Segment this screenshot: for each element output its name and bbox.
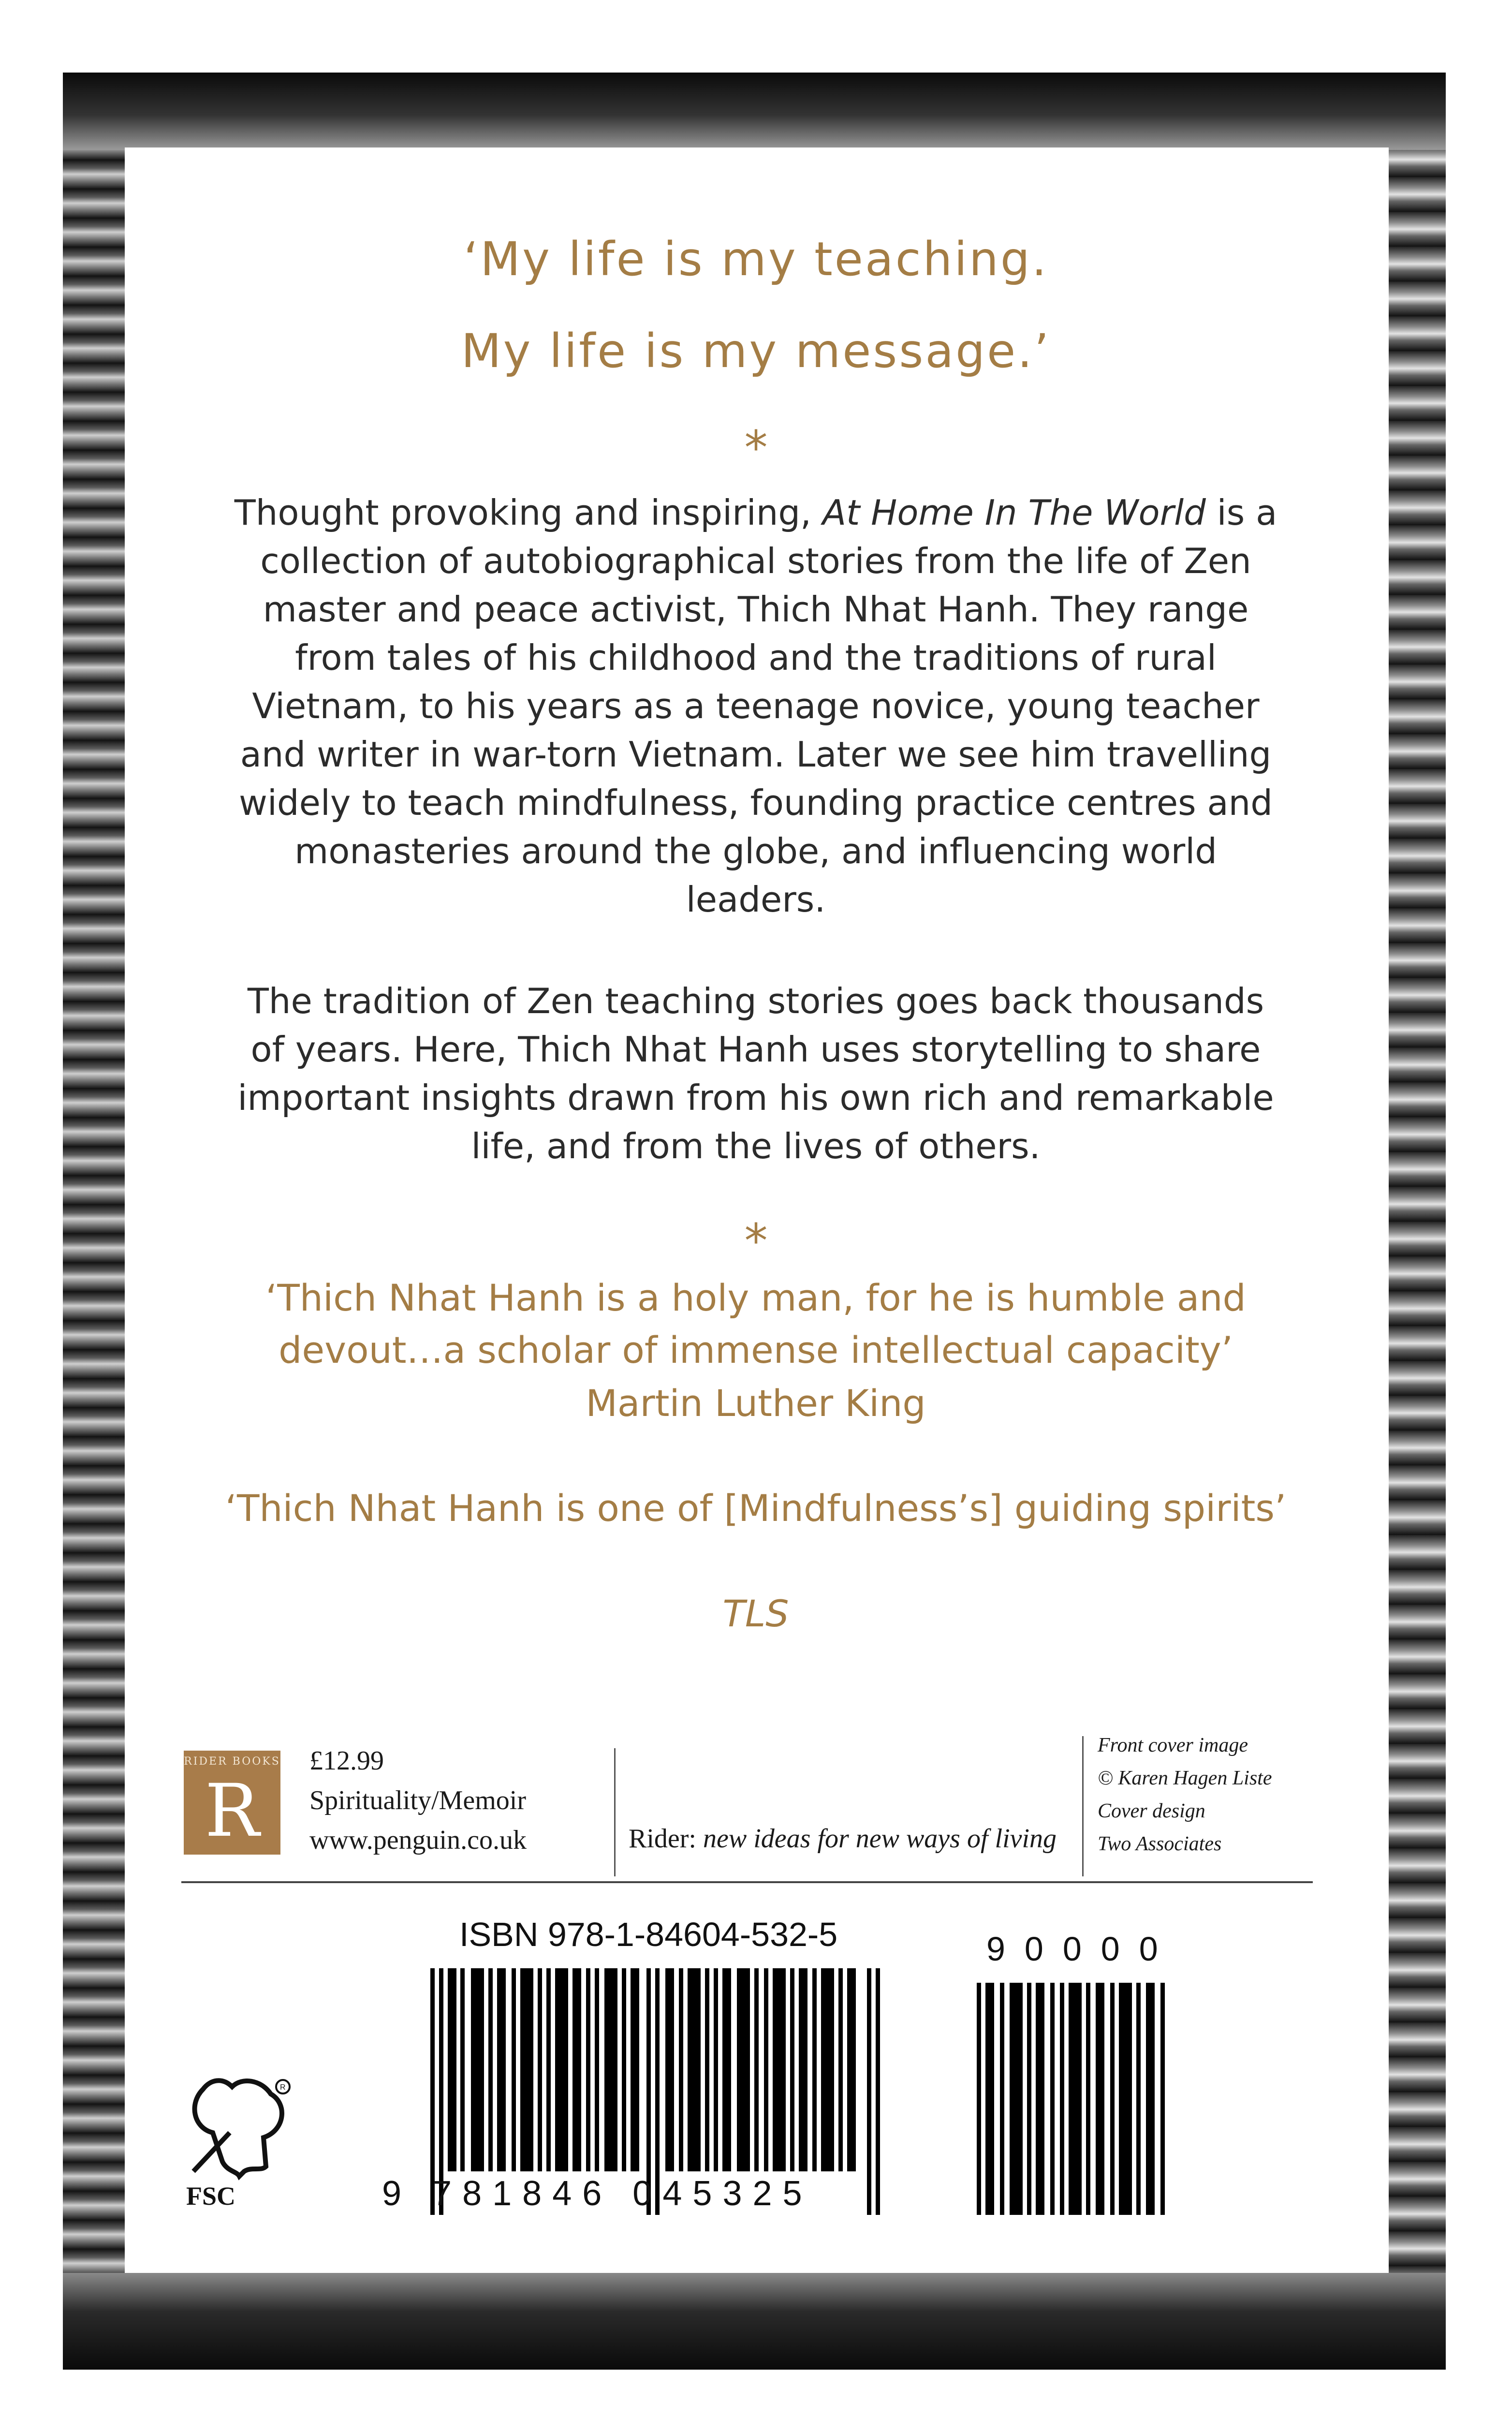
credit-line-1: Front cover image xyxy=(1098,1734,1248,1756)
price-addon-barcode xyxy=(977,1983,1170,2215)
blurb-paragraph-2: The tradition of Zen teaching stories goes back thousands of years. Here, Thich Nhat Hanh uses storytelling to share important insights drawn from his own rich and remarkable life, and from the lives of others. xyxy=(237,981,1274,1166)
rider-tagline xyxy=(629,1823,1057,1854)
isbn-label: ISBN 978-1-84604-532-5 xyxy=(459,1916,838,1953)
cover-credits xyxy=(1098,1729,1272,1860)
credits-divider xyxy=(1082,1736,1084,1876)
blurb-body: is a collection of autobiographical stories from the life of Zen master and peace activist, Thich Nhat Hanh. They range from tales of his childhood and the traditions of rural Vietnam, to his years as a teenage novice, young teacher and writer in war-torn Vietnam. Later we see him travelling widely to teach mindfulness, founding practice centres and monasteries around the globe, and influencing world leaders. xyxy=(238,492,1277,920)
rider-logo-arc-text: RIDER BOOKS xyxy=(184,1755,280,1768)
endorsement-quote-1: ‘Thich Nhat Hanh is a holy man, for he is humble and devout…a scholar of immense intellectual capacity’ xyxy=(265,1276,1246,1371)
barcode-digits: 9 781846 045325 xyxy=(382,2174,813,2213)
endorsement-source-1: Martin Luther King xyxy=(586,1382,926,1425)
separator-star: * xyxy=(744,421,768,475)
price-addon-code: 90000 xyxy=(986,1930,1177,1968)
tagline-text: new ideas for new ways of living xyxy=(703,1824,1057,1854)
rider-logo-letter: R xyxy=(205,1769,260,1853)
credit-line-3: Cover design xyxy=(1098,1800,1205,1822)
info-divider xyxy=(614,1748,616,1876)
publisher-info xyxy=(309,1741,527,1860)
epigraph-line-1: ‘My life is my teaching. xyxy=(463,232,1049,286)
credit-line-4: Two Associates xyxy=(1098,1833,1222,1855)
photo-frame-bottom-edge xyxy=(63,2273,1446,2370)
blurb-intro: Thought provoking and inspiring, xyxy=(234,492,822,533)
category: Spirituality/Memoir xyxy=(309,1785,526,1815)
epigraph-line-2: My life is my message.’ xyxy=(461,324,1051,378)
horizontal-rule xyxy=(181,1881,1313,1883)
endorsement-source-2: TLS xyxy=(722,1592,789,1635)
tagline-brand: Rider: xyxy=(629,1824,696,1854)
photo-frame-top-edge xyxy=(63,73,1446,150)
credit-line-2: © Karen Hagen Liste xyxy=(1098,1767,1272,1789)
separator-star: * xyxy=(744,1214,768,1268)
price: £12.99 xyxy=(309,1746,384,1776)
endorsement-quote-2: ‘Thich Nhat Hanh is one of [Mindfulness’s] guiding spirits’ xyxy=(225,1487,1287,1530)
fsc-label: FSC xyxy=(186,2182,236,2211)
rider-books-logo xyxy=(184,1751,280,1855)
svg-text:R: R xyxy=(280,2083,286,2092)
website-link[interactable]: www.penguin.co.uk xyxy=(309,1825,527,1855)
book-title: At Home In The World xyxy=(822,492,1206,533)
blurb-paragraph-1 xyxy=(232,488,1279,924)
